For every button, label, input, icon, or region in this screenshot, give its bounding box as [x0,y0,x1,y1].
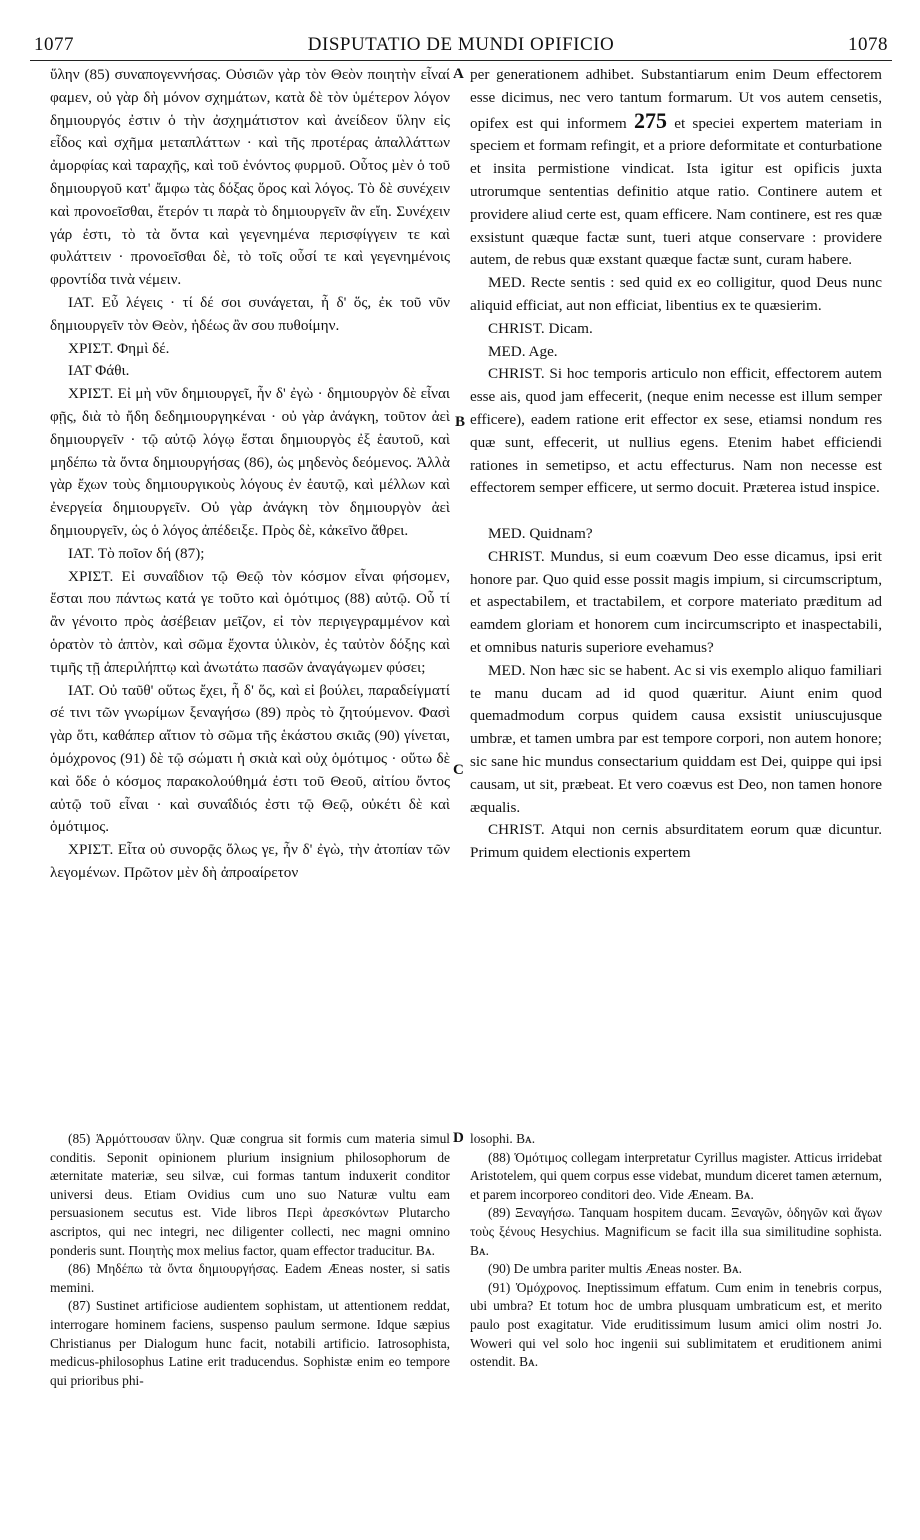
latin-text: per generationem adhibet. Substantiarum enim Deum effectorem esse dicimus, nec vero tantum formarum. Ut vos autem censetis, opifex est qui informem [470,66,882,132]
latin-paragraph: MED. Age. [488,342,558,360]
greek-paragraph: ΙΑΤ. Οὐ ταῦθ' οὕτως ἔχει, ἦ δ' ὅς, καὶ εἰ βούλει, παραδείγματί σέ τινι τῶν γνωρίμων ξεναγήσω (89) πρὸς τὸ ζητούμενον. Φασὶ γὰρ ὅτι, καθάπερ αἴτιον τὸ σῶμα τῆς ἑκάστου σκιᾶς (90) γίνεται, ὁμόχρονος (91) δὲ τῷ σώματι ἡ σκιὰ καὶ οὐχ ὁμότιμος · οὕτω δὲ καὶ ὅδε ὁ κόσμος παρακολούθημά ἐστι τοῦ Θεοῦ, αἰτίου ὄντος αὐτῷ τοῦ εἶναι · καὶ συναΐδιός ἐστι τῷ Θεῷ, οὐκέτι δὲ καὶ ὁμότιμος. [50,681,450,836]
footnote: (90) De umbra pariter multis Æneas noster. Bᴀ. [488,1261,743,1277]
greek-paragraph: ΧΡΙΣΤ. Εἰ μὴ νῦν δημιουργεῖ, ἦν δ' ἐγὼ · δημιουργὸν δὲ εἶναι φῇς, διὰ τὸ ἤδη δεδημιουργηκέναι · οὐ γὰρ ἀνάγκη, τοῦτον ἀεὶ δημιουργεῖν · τῷ αὐτῷ λόγῳ ἔσται δημιουργὸς ἐξ ἑαυτοῦ, καὶ μηδέπω τὰ ὄντα δημιουργήσας (86), ὡς μηδενὸς δεόμενος. Ἀλλὰ γὰρ ἔχων τοὺς δημιουργικοὺς λόγους ἐν ἑαυτῷ, καὶ μέλλων καὶ ἐνεργεία δημιουργεῖν. Οὐ γὰρ ἀνάγκη τὸν δημιουργὸν ἀεὶ δημιουργεῖν, ὡς ὁ λόγος ἀπέδειξε. Πρὸς δὲ, κἀκεῖνο ἄθρει. [50,385,450,539]
running-header [30,32,892,61]
footnote: (87) Sustinet artificiose audientem sophistam, ut attentionem reddat, interrogare hominem faciens, suspenso paulum sermone. Idque sæpius Christianus per Dialogum hunc facit, notabili artificio. Iatrosophista, medicus-philosophus Latine erit traducendus. Sophistæ enim eo tempore qui prioribus phi- [50,1298,450,1388]
greek-text-column [50,64,450,885]
footnotes-right [470,1130,882,1372]
latin-paragraph: CHRIST. Atqui non cernis absurditatem eorum quæ dicuntur. Primum quidem electionis expertem [470,821,882,862]
greek-paragraph: ΧΡΙΣΤ. Φημὶ δέ. [68,339,170,357]
greek-paragraph: ΙΑΤ. Εὖ λέγεις · τί δέ σοι συνάγεται, ἦ δ' ὅς, ἐκ τοῦ νῦν δημιουργεῖν τὸν Θεὸν, ἡδέως ἂν σου πυθοίμην. [50,293,450,334]
latin-text: et speciei expertem materiam in speciem et formam refingit, et a priore deformitate et conturbatione et insita permistione vindicat. Ista igitur est opificis juxta utrorumque sententias definitio atque ratio. Continere autem et providere aliud certe est, quam efficere. Nam continere, est res quæ exsistunt quæque factæ sunt, tueri atque conservare : providere autem, de rebus quæ exstant quæque factæ sunt, curam habere. [470,114,882,269]
footnote: losophi. Bᴀ. [470,1131,536,1146]
greek-paragraph: ΙΑΤ Φάθι. [68,362,130,380]
running-title: DISPUTATIO DE MUNDI OPIFICIO [307,34,615,55]
latin-paragraph: CHRIST. Dicam. [488,319,593,337]
latin-paragraph: MED. Non hæc sic se habent. Ac si vis exemplo aliquo familiari te manu ducam ad id quod quæritur. Aiunt enim quod quemadmodum corpus quidem causa exsistit uniuscujusque umbræ, et tamen umbra par est tempore corpori, non autem honore; sic sane hic mundus consectarium quiddam est Dei, quippe qui ipsi causam, ut sit, præbeat. Et vero coævus est Deo, non tamen honore æqualis. [470,661,882,816]
blank-line [470,500,882,523]
footnote: (91) Ὁμόχρονος. Ineptissimum effatum. Cum enim in tenebris corpus, ubi umbra? Et totum hoc de umbra plusquam umbraticum est, et merito paulo post exagitatur. Vide eruditissimum lusum amici olim nostri Jo. Woweri qui vel solo hoc ingenii sui sublimitatem et eruditionem animi ostendit. Bᴀ. [470,1279,882,1370]
margin-marker-a: A [453,66,464,82]
edition-page-number: 275 [633,107,667,133]
margin-marker-c: C [453,762,464,778]
greek-paragraph: ΙΑΤ. Τὸ ποῖον δή (87); [68,544,205,562]
greek-paragraph: ΧΡΙΣΤ. Εἶτα οὐ συνορᾷς ὅλως γε, ἦν δ' ἐγὼ, τὴν ἀτοπίαν τῶν λεγομένων. Πρῶτον μὲν δὴ ἀπροαίρετον [50,841,450,881]
left-page-number: 1077 [34,34,74,55]
latin-paragraph: CHRIST. Si hoc temporis articulo non efficit, effectorem autem esse ais, quod jam effecerit, (neque enim necesse est illum semper efficere), eadem ratione erit effector ex sese, etiamsi nondum res quæ sunt, effecerit, ut nullius egens. Etenim habet efficiendi rationes in semetipso, et actu effecturus. Nam non necesse est effectorem semper efficere, ut sermo docuit. Præterea istud inspice. [470,365,882,497]
footnotes-left [50,1130,450,1390]
greek-paragraph: ΧΡΙΣΤ. Εἰ συναΐδιον τῷ Θεῷ τὸν κόσμον εἶναι φήσομεν, ἔσται που πάντως κατά γε τοῦτο καὶ ὁμότιμος (88) αὐτῷ. Οὗ τί ἂν γένοιτο πρὸς ἀσέβειαν μεῖζον, εἰ τὸν περιγεγραμμένον καὶ ὁρατὸν τὸ ἁπτὸν, καὶ σῶμα ἔχοντα ὑλικὸν, ἐς ταὐτὸν δόξης καὶ τιμῆς τῇ ἀπεριλήπτῳ καὶ ἀνωτάτω πασῶν ἀναγάγωμεν φύσει; [50,567,450,676]
margin-marker-b: B [455,414,466,430]
latin-text-column [470,64,882,865]
margin-marker-d: D [453,1130,464,1146]
latin-paragraph: MED. Quidnam? [488,524,593,542]
footnote: (86) Μηδέπω τὰ ὄντα δημιουργήσας. Eadem Æneas noster, si satis memini. [50,1261,450,1295]
latin-paragraph [470,64,882,272]
footnote: (85) Ἁρμόττουσαν ὕλην. Quæ congrua sit formis cum materia simul conditis. Seponit opinionem plurium insignium philosophorum de æternitate materiæ, seu silvæ, cui formas tantum induxerit conditor universi deus. Etiam Ovidius cum uno suo Naturæ vultu eam persuasionem secutus est. Vide libros Περὶ ἀρεσκόντων Plutarcho ascriptos, qui nec integri, nec diligenter collecti, nec magni omnino ponderis sunt. Ποιητὴς mox melius factor, quam effector traducitur. Bᴀ. [50,1131,450,1258]
footnote: (88) Ὁμότιμος collegam interpretatur Cyrillus magister. Atticus irridebat Aristotelem, qui quem corpus esse videbat, mundum diceret tamen æternum, et parem incorporeo conditori deo. Vide Æneam. Bᴀ. [470,1149,882,1202]
latin-paragraph: CHRIST. Mundus, si eum coævum Deo esse dicamus, ipsi erit honore par. Quo quid esse possit magis impium, si circumscriptum, et aspectabilem, et tractabilem, et corpore materiato præditum ad eamdem gloriam et honorem cum incircumscripto et inaspectabili, et omnibus naturis superiore evehamus? [470,547,882,656]
latin-paragraph: MED. Recte sentis : sed quid ex eo colligitur, quod Deus nunc aliquid efficiat, aut non efficiat, libentius ex te quæsierim. [470,274,882,314]
footnote: (89) Ξεναγήσω. Tanquam hospitem ducam. Ξεναγῶν, ὁδηγῶν καὶ ἄγων τοὺς ξένους Hesychius. Magnificum se facit illa sua similitudine sophista. Bᴀ. [470,1205,882,1258]
right-page-number: 1078 [848,34,888,55]
greek-paragraph: ὕλην (85) συναπογεννήσας. Οὐσιῶν γὰρ τὸν Θεὸν ποιητὴν εἶναί φαμεν, οὐ γὰρ δὴ μόνον σχημάτων, κατὰ δὲ τὸν ὑμέτερον λόγον δημιουργός ἐστιν ὁ τὴν ἀσχημάτιστον καὶ ἀνείδεον ὕλην εἰς εἶδος καὶ σχῆμα μεταπλάττων · καὶ τῆς προτέρας ἀπαλλάττων ἀμορφίας καὶ ταραχῆς, καὶ τοῦ ἐνόντος φυρμοῦ. Οὗτος μὲν ὁ τοῦ δημιουργοῦ κατ' ἄμφω τὰς δόξας ὅρος καὶ λόγος. Τὸ δὲ συνέχειν καὶ προνοεῖσθαι, ἕτερόν τι παρὰ τὸ δημιουργεῖν ἂν εἴη. Συνέχειν γάρ ἐστι, τὸ τὰ ὄντα καὶ γεγενημένα περισφίγγειν τε καὶ φυλάττειν · προνοεῖσθαι δὲ, τὸ τοῖς οὖσί τε καὶ γεγενημένοις φροντίδα τινὰ νέμειν. [50,66,450,289]
